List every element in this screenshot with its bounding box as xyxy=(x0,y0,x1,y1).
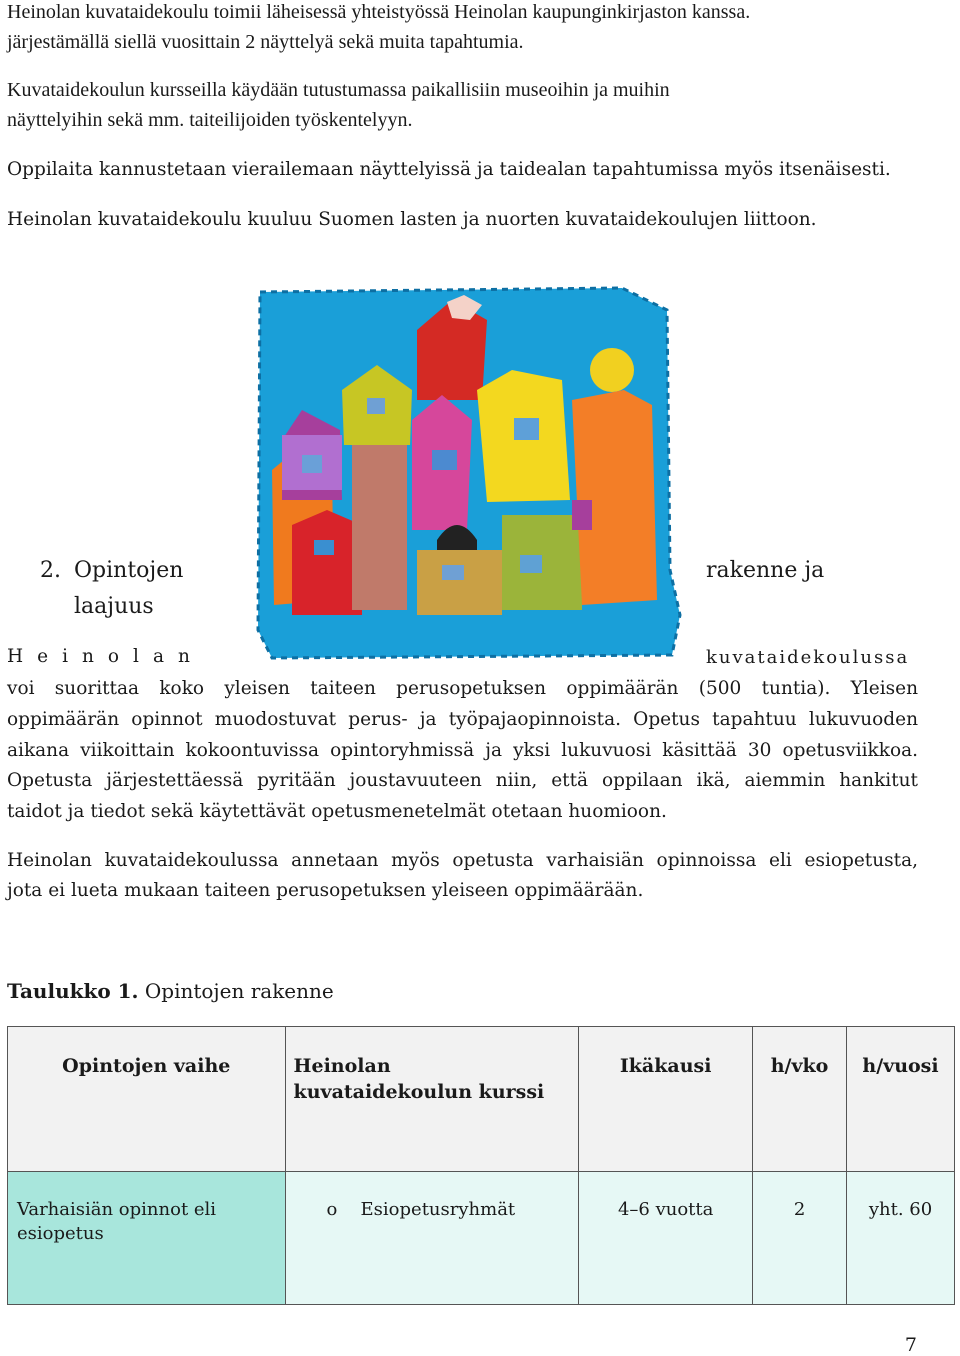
table-cell-course-text: Esiopetusryhmät xyxy=(360,1199,516,1220)
studies-table xyxy=(7,1026,955,1305)
body-p1-line-5: Opetusta järjestettäessä pyritään joustavuuteen niin, että oppilaan ikä, aiemmin hankitut xyxy=(7,770,918,791)
body-word-kuvataidekoulussa: kuvataidekoulussa xyxy=(706,647,910,668)
body-p2-line-1: Heinolan kuvataidekoulussa annetaan myös opetusta varhaisiän opinnoissa eli esiopetusta, xyxy=(7,850,918,871)
table-header-age: Ikäkausi xyxy=(579,1027,753,1172)
table-cell-hours-week: 2 xyxy=(753,1172,847,1305)
body-word-heinolan: Heinolan xyxy=(7,646,204,667)
body-p1-line-4: aikana viikoittain kokoontuvissa opintoryhmissä ja yksi lukuvuosi käsittää 30 opetusviikkoa. xyxy=(7,740,918,761)
table-header-phase: Opintojen vaihe xyxy=(8,1027,286,1172)
page-number: 7 xyxy=(904,1334,917,1356)
table-cell-age: 4–6 vuotta xyxy=(579,1172,753,1305)
table-caption-text: Opintojen rakenne xyxy=(138,979,334,1003)
table-row xyxy=(8,1172,955,1305)
intro-line-2: järjestämällä siellä vuosittain 2 näyttelyä sekä muita tapahtumia. xyxy=(7,31,524,53)
table-header-row xyxy=(8,1027,955,1172)
table-cell-hours-year: yht. 60 xyxy=(847,1172,955,1305)
intro-line-6: Heinolan kuvataidekoulu kuuluu Suomen lasten ja nuorten kuvataidekoulujen liittoon. xyxy=(7,209,817,230)
table-header-hours-year: h/vuosi xyxy=(847,1027,955,1172)
body-p1-line-3: oppimäärän opinnot muodostuvat perus- ja työpajaopinnoista. Opetus tapahtuu lukuvuoden xyxy=(7,709,918,730)
table-header-course: Heinolan kuvataidekoulun kurssi xyxy=(285,1027,579,1172)
section-title-part1: Opintojen xyxy=(74,558,184,583)
table-caption-label: Taulukko 1. xyxy=(7,979,139,1003)
body-p1-line-2: voi suorittaa koko yleisen taiteen perusopetuksen oppimäärän (500 tuntia). Yleisen xyxy=(7,678,918,699)
intro-line-5: Oppilaita kannustetaan vierailemaan näyttelyissä ja taidealan tapahtumissa myös itsenäisesti. xyxy=(7,159,891,180)
body-p1-line-6: taidot ja tiedot sekä käytettävät opetusmenetelmät otetaan huomioon. xyxy=(7,801,667,822)
section-number: 2. xyxy=(40,558,61,583)
table-caption xyxy=(7,978,334,1004)
intro-line-1: Heinolan kuvataidekoulu toimii läheisessä yhteistyössä Heinolan kaupunginkirjaston kanssa. xyxy=(7,1,751,23)
body-p2-line-2: jota ei lueta mukaan taiteen perusopetuksen yleiseen oppimäärään. xyxy=(7,880,644,901)
table-header-hours-week: h/vko xyxy=(753,1027,847,1172)
section-title-part3: laajuus xyxy=(74,594,154,619)
intro-line-3: Kuvataidekoulun kursseilla käydään tutustumassa paikallisiin museoihin ja muihin xyxy=(7,79,670,101)
table-cell-course xyxy=(285,1172,579,1305)
section-title-part2: rakenne ja xyxy=(706,558,825,583)
felt-artwork-image xyxy=(252,270,687,660)
table-cell-phase: Varhaisiän opinnot eli esiopetus xyxy=(8,1172,286,1305)
bullet-marker: o xyxy=(326,1199,338,1220)
intro-line-4: näyttelyihin sekä mm. taiteilijoiden työskentelyyn. xyxy=(7,109,413,131)
